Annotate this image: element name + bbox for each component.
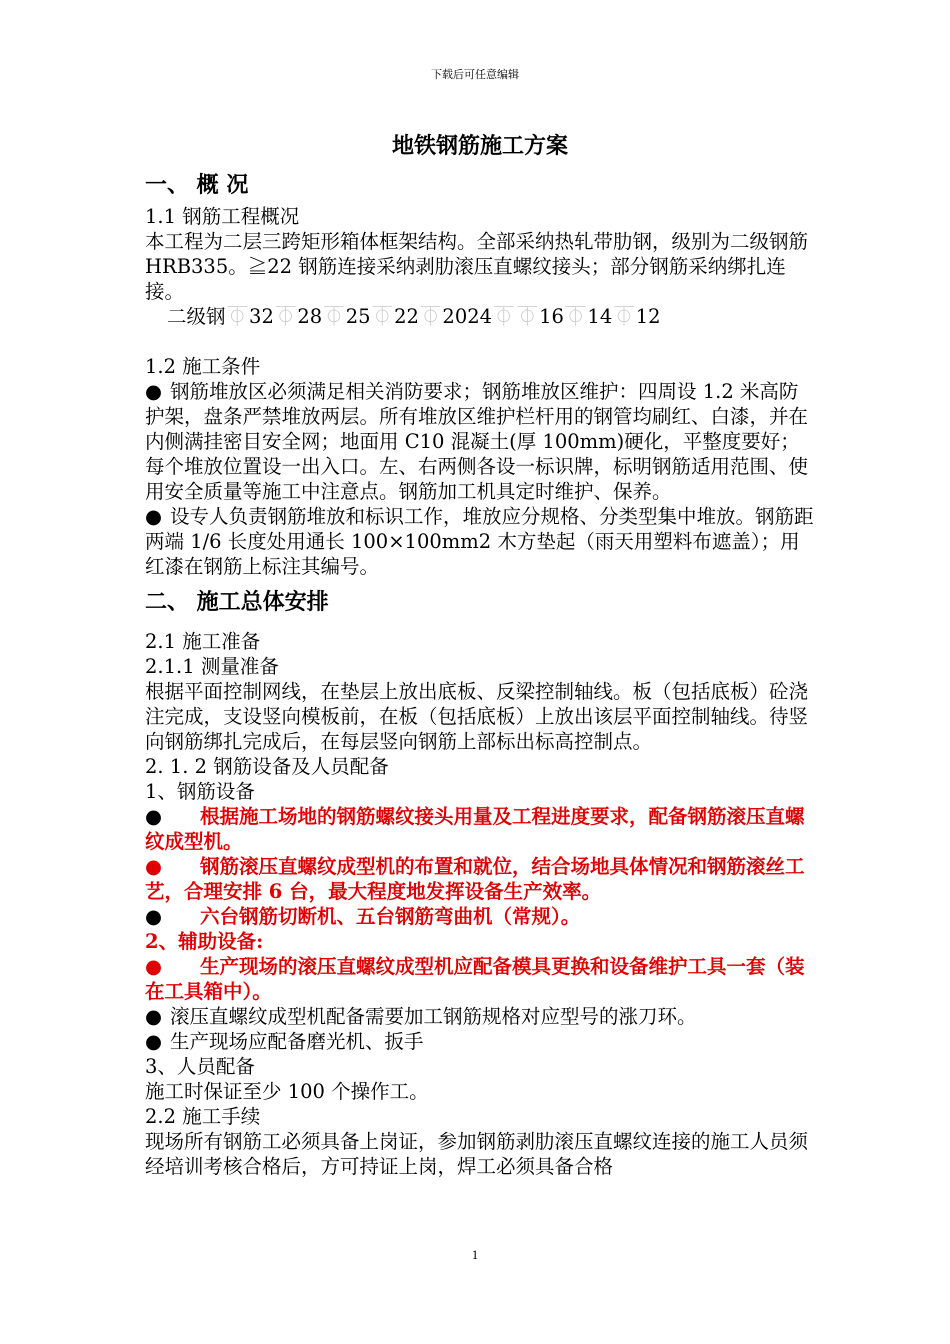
- document-title: 地铁钢筋施工方案: [391, 134, 568, 159]
- list-item: [145, 1004, 815, 1029]
- list-item: [145, 504, 815, 579]
- steel-size: 28: [297, 305, 323, 328]
- list-item-text: 生产现场应配备磨光机、扳手: [170, 1030, 424, 1053]
- rebar-symbol-icon: ⏁: [420, 305, 441, 328]
- bullet-icon: ●: [145, 1030, 163, 1053]
- bullet-icon: ●: [145, 855, 163, 878]
- steel-grade-label: 二级钢: [167, 305, 226, 328]
- measurement-paragraph: 根据平面控制网线，在垫层上放出底板、反梁控制轴线。板（包括底板）砼浇注完成，支设竖向模板前，在板（包括底板）上放出该层平面控制轴线。待竖向钢筋绑扎完成后，在每层竖向钢筋上部标出标高控制点。: [145, 680, 809, 753]
- list-item: [145, 804, 815, 854]
- staff-paragraph: 施工时保证至少 100 个操作工。: [145, 1080, 429, 1103]
- subsection-2-1-2-heading: 2. 1. 2 钢筋设备及人员配备: [145, 755, 389, 778]
- list-item-text: 钢筋滚压直螺纹成型机的布置和就位，结合场地具体情况和钢筋滚丝工艺，合理安排 6 台，最大程度地发挥设备生产效率。: [145, 855, 805, 903]
- steel-size: 14: [587, 305, 613, 328]
- steel-size: 16: [539, 305, 564, 328]
- bullet-icon: ●: [145, 955, 163, 978]
- subsection-1-2-heading: 1.2 施工条件: [145, 355, 261, 378]
- procedures-paragraph: 现场所有钢筋工必须具备上岗证，参加钢筋剥肋滚压直螺纹连接的施工人员须经培训考核合格后，方可持证上岗，焊工必须具备合格: [145, 1130, 809, 1178]
- steel-size: 25: [345, 305, 371, 328]
- list-item-text: 设专人负责钢筋堆放和标识工作，堆放应分规格、分类型集中堆放。钢筋距两端 1/6 长度处用通长 100×100mm2 木方垫起（雨天用塑料布遮盖）；用红漆在钢筋上标注其编号。: [145, 505, 814, 578]
- steel-size: 32: [249, 305, 274, 328]
- rebar-symbol-icon: ⏁: [494, 305, 514, 328]
- list-item-text: 六台钢筋切断机、五台钢筋弯曲机（常规）。: [200, 905, 581, 928]
- steel-grade-line: [145, 304, 815, 329]
- rebar-symbol-icon: ⏁: [275, 305, 296, 328]
- rebar-symbol-icon: ⏁: [372, 305, 393, 328]
- equipment-heading: 1、钢筋设备: [145, 780, 255, 803]
- subsection-1-1-heading: 1.1 钢筋工程概况: [145, 205, 300, 228]
- list-item-text: 生产现场的滚压直螺纹成型机应配备模具更换和设备维护工具一套（装在工具箱中）。: [145, 955, 805, 1003]
- auxiliary-heading: 2、辅助设备:: [145, 930, 264, 953]
- rebar-symbol-icon: ⏁: [517, 305, 538, 328]
- steel-size: 2024: [442, 305, 493, 328]
- page-header: 下载后可任意编辑: [431, 68, 519, 81]
- document-body: [145, 132, 815, 1179]
- section2-heading: 二、 施工总体安排: [145, 590, 329, 615]
- bullet-icon: ●: [145, 505, 163, 528]
- subsection-2-1-1-heading: 2.1.1 测量准备: [145, 655, 279, 678]
- bullet-icon: ●: [145, 905, 163, 928]
- bullet-icon: ●: [145, 805, 163, 828]
- list-item-text: 钢筋堆放区必须满足相关消防要求；钢筋堆放区维护：四周设 1.2 米高防护架，盘条严禁堆放两层。所有堆放区维护栏杆用的钢管均刷红、白漆，并在内侧满挂密目安全网；地面用 C10 混凝土(厚 100mm)硬化，平整度要好；每个堆放位置设一出入口。左、右两侧各设一标识牌，标明钢筋适用范围、使用安全质量等施工中注意点。钢筋加工机具定时维护、保养。: [145, 380, 809, 503]
- steel-size: 12: [635, 305, 661, 328]
- list-item: [145, 904, 815, 929]
- spacer: [145, 329, 815, 354]
- subsection-2-2-heading: 2.2 施工手续: [145, 1105, 261, 1128]
- list-item: [145, 854, 815, 904]
- staff-heading: 3、人员配备: [145, 1055, 255, 1078]
- bullet-icon: ●: [145, 380, 163, 403]
- subsection-2-1-heading: 2.1 施工准备: [145, 630, 261, 653]
- rebar-symbol-icon: ⏁: [227, 305, 248, 328]
- section1-heading: 一、 概 况: [145, 173, 249, 198]
- page-number: 1: [471, 1247, 479, 1262]
- list-item-text: 根据施工场地的钢筋螺纹接头用量及工程进度要求，配备钢筋滚压直螺纹成型机。: [145, 805, 805, 853]
- overview-paragraph: 本工程为二层三跨矩形箱体框架结构。全部采纳热轧带肋钢，级别为二级钢筋 HRB335。≧22 钢筋连接采纳剥肋滚压直螺纹接头；部分钢筋采纳绑扎连接。: [145, 230, 809, 303]
- rebar-symbol-icon: ⏁: [565, 305, 586, 328]
- steel-size: 22: [394, 305, 419, 328]
- rebar-symbol-icon: ⏁: [324, 305, 344, 328]
- list-item: [145, 379, 815, 504]
- rebar-symbol-icon: ⏁: [614, 305, 634, 328]
- list-item: [145, 954, 815, 1004]
- list-item-text: 滚压直螺纹成型机配备需要加工钢筋规格对应型号的涨刀环。: [170, 1005, 697, 1028]
- bullet-icon: ●: [145, 1005, 163, 1028]
- list-item: [145, 1029, 815, 1054]
